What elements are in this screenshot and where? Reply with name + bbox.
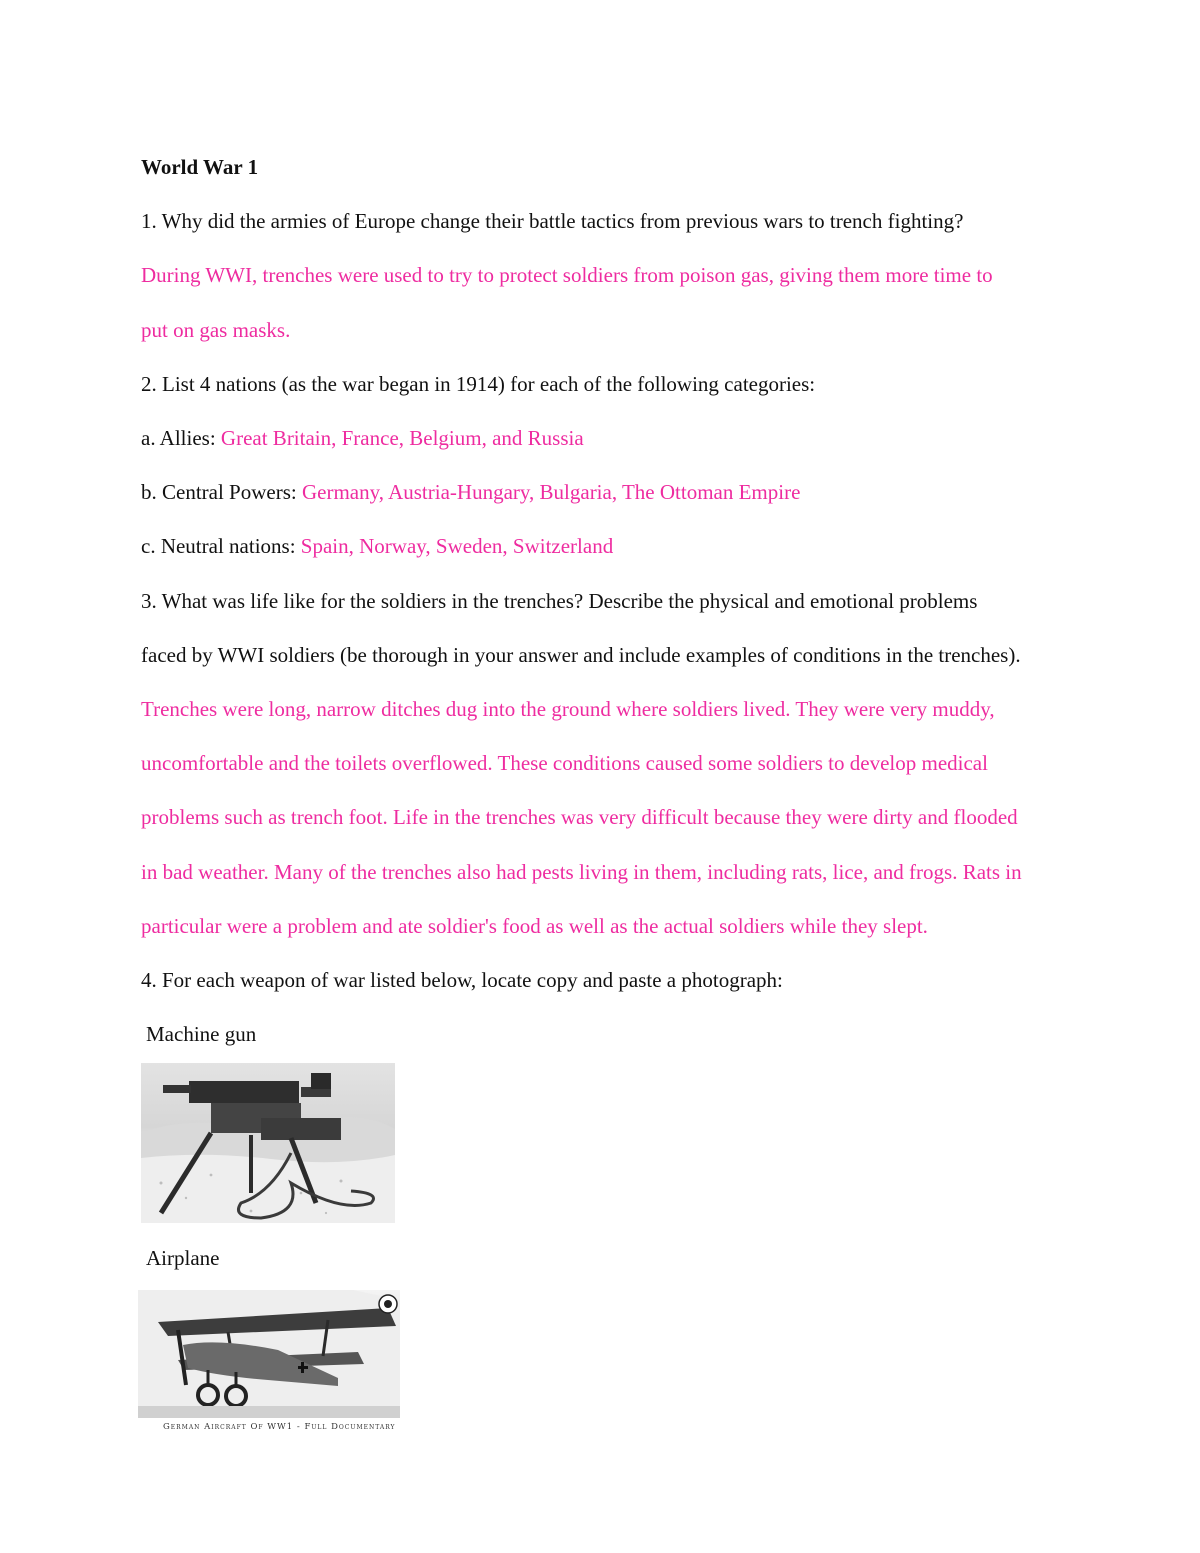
machine-gun-label: Machine gun xyxy=(146,1022,257,1047)
machine-gun-image xyxy=(141,1063,395,1223)
neutral-nations-label: c. Neutral nations: xyxy=(141,534,296,559)
answer-1-text: During WWI, trenches were used to try to protect soldiers from poison gas, giving them more time to put on gas masks. xyxy=(141,263,993,342)
airplane-label: Airplane xyxy=(146,1246,220,1271)
airplane-caption: German Aircraft Of WW1 - Full Documentary xyxy=(163,1421,396,1432)
document-title: World War 1 xyxy=(141,155,259,179)
document-body xyxy=(141,140,1041,1434)
airplane-photo xyxy=(138,1290,400,1418)
allies-line xyxy=(141,411,1041,465)
central-powers-line xyxy=(141,465,1041,519)
question-1-text: 1. Why did the armies of Europe change their battle tactics from previous wars to trench fighting? xyxy=(141,209,964,234)
neutral-nations-answer: Spain, Norway, Sweden, Switzerland xyxy=(300,534,614,559)
question-3-text: 3. What was life like for the soldiers in the trenches? Describe the physical and emotional problems faced by WWI soldiers (be thorough in your answer and include examples of conditions in the trenches). xyxy=(141,588,1021,667)
airplane-image xyxy=(138,1290,400,1418)
allies-answer: Great Britain, France, Belgium, and Russia xyxy=(220,426,584,451)
question-1 xyxy=(141,194,1041,357)
neutral-nations-line xyxy=(141,519,1041,573)
machine-gun-photo xyxy=(141,1063,395,1223)
central-powers-label: b. Central Powers: xyxy=(141,480,297,505)
question-2-text: 2. List 4 nations (as the war began in 1914) for each of the following categories: xyxy=(141,371,816,396)
central-powers-answer: Germany, Austria-Hungary, Bulgaria, The Ottoman Empire xyxy=(301,480,801,505)
question-3 xyxy=(141,574,1041,953)
question-4-text: 4. For each weapon of war listed below, locate copy and paste a photograph: xyxy=(141,968,783,993)
answer-3-text: Trenches were long, narrow ditches dug into the ground where soldiers lived. They were very muddy, uncomfortable and the toilets overflowed. These conditions caused some soldiers to develop medical problems such as trench foot. Life in the trenches was very difficult because they were dirty and flooded in bad weather. Many of the trenches also had pests living in them, including rats, lice, and frogs. Rats in particular were a problem and ate soldier's food as well as the actual soldiers while they slept. xyxy=(141,697,1022,938)
allies-label: a. Allies: xyxy=(141,426,216,451)
